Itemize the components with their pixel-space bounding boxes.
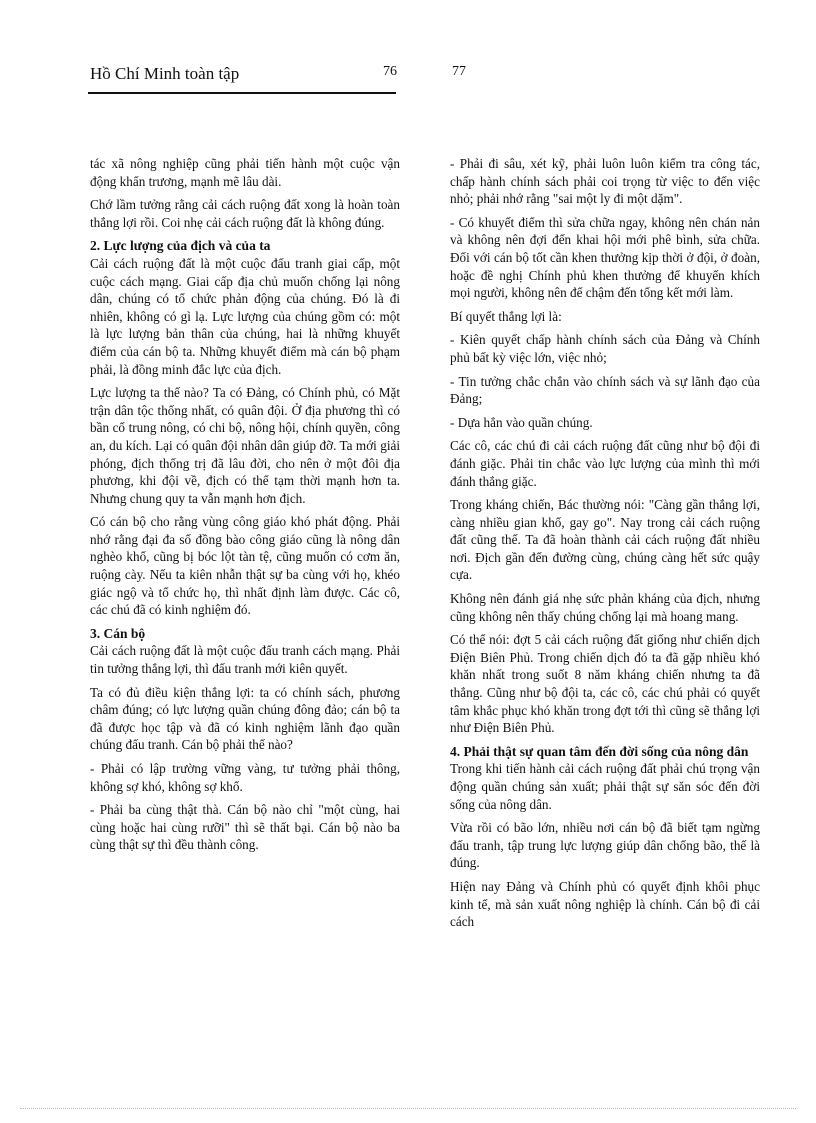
paragraph: Có cán bộ cho rằng vùng công giáo khó phát động. Phải nhớ rằng đại đa số đồng bào công giáo cũng là nông dân nghèo khổ, cũng bị bóc lột tàn tệ, cũng muốn có cơm ăn, ruộng cày. Nếu ta kiên nhẫn thật sự ba cùng với họ, khéo giác ngộ và tổ chức họ, thì nhất định làm được. Các cô, các chú đã có kinh nghiệm đó. — [90, 514, 400, 618]
paragraph: - Phải ba cùng thật thà. Cán bộ nào chỉ "một cùng, hai cùng hoặc hai cùng rưỡi" thì sẽ thất bại. Cán bộ nào ba cùng thật sự thì đều thành công. — [90, 802, 400, 853]
paragraph: - Dựa hẳn vào quần chúng. — [450, 414, 593, 430]
left-page-number: 76 — [383, 64, 397, 79]
paragraph: - Kiên quyết chấp hành chính sách của Đảng và Chính phủ bất kỳ việc lớn, việc nhỏ; — [450, 332, 760, 365]
paragraph: Trong kháng chiến, Bác thường nói: "Càng gần thắng lợi, càng nhiều gian khổ, gay go". Nay trong cải cách ruộng đất cũng thế. Ta đã hoàn thành cải cách ruộng đất nhiều nơi. Địch gần đến đường cùng, chúng càng hết sức quậy cựa. — [450, 497, 760, 583]
paragraph: Cải cách ruộng đất là một cuộc đấu tranh cách mạng. Phải tin tưởng thắng lợi, thì đấu tranh mới kiên quyết. — [90, 643, 400, 677]
section-heading: 2. Lực lượng của địch và của ta — [90, 238, 271, 254]
paragraph: - Phải đi sâu, xét kỹ, phải luôn luôn kiểm tra công tác, chấp hành chính sách phải coi trọng từ việc to đến việc nhỏ; phải nhớ rằng "sai một ly đi một dặm". — [450, 156, 760, 207]
paragraph: Bí quyết thắng lợi là: — [450, 308, 562, 324]
paragraph: - Tin tưởng chắc chắn vào chính sách và sự lãnh đạo của Đảng; — [450, 373, 760, 407]
paragraph: Hiện nay Đảng và Chính phủ có quyết định khôi phục kinh tế, mà sản xuất nông nghiệp là chính. Cán bộ đi cải cách — [450, 878, 760, 930]
page-bottom-border — [20, 1108, 796, 1109]
paragraph: tác xã nông nghiệp cũng phải tiến hành một cuộc vận động khẩn trương, mạnh mẽ lâu dài. — [90, 156, 400, 189]
section-heading: 3. Cán bộ — [90, 625, 146, 641]
paragraph: Không nên đánh giá nhẹ sức phản kháng của địch, nhưng cũng không nên thấy chúng chống lại mà hoang mang. — [450, 591, 760, 624]
section-heading: 4. Phải thật sự quan tâm đến đời sống của nông dân — [450, 743, 749, 759]
paragraph: Ta có đủ điều kiện thắng lợi: ta có chính sách, phương châm đúng; có lực lượng quần chúng đông đảo; cán bộ ta đã được học tập và đã có kinh nghiệm lãnh đạo quần chúng đấu tranh. Cán bộ phải thế nào? — [90, 684, 400, 753]
paragraph: Có thể nói: đợt 5 cải cách ruộng đất giống như chiến dịch Điện Biên Phủ. Trong chiến dịch đó ta đã gặp nhiều khó khăn nhất trong suốt 8 năm kháng chiến nhưng ta đã thắng. Cũng như bộ đội ta, các cô, các chú phải có quyết tâm khắc phục khó khăn trong đợt tới thì cũng sẽ thắng lợi như Điện Biên Phủ. — [450, 632, 760, 736]
paragraph: Chớ lầm tưởng rằng cải cách ruộng đất xong là hoàn toàn thắng lợi rồi. Coi nhẹ cải cách ruộng đất là không đúng. — [90, 197, 400, 230]
right-text-column — [450, 155, 760, 937]
paragraph: Vừa rồi có bão lớn, nhiều nơi cán bộ đã biết tạm ngừng đấu tranh, tập trung lực lượng giúp dân chống bão, thế là đúng. — [450, 820, 760, 871]
left-text-column — [90, 155, 400, 860]
header-rule — [88, 92, 396, 94]
paragraph: Trong khi tiến hành cải cách ruộng đất phải chú trọng vận động quần chúng sản xuất; phải thật sự săn sóc đến đời sống của nông dân. — [450, 761, 760, 812]
page-header-title: Hồ Chí Minh toàn tập — [90, 64, 240, 83]
paragraph: - Phải có lập trường vững vàng, tư tưởng phải thông, không sợ khó, không sợ khổ. — [90, 761, 400, 794]
paragraph: Cải cách ruộng đất là một cuộc đấu tranh giai cấp, một cuộc cách mạng. Giai cấp địa chủ muốn chống lại nông dân, chúng có tổ chức phản động của chúng. Đó là đi nhiên, không có gì lạ. Lực lượng của chúng gồm có: một là lực lượng bản thân của chúng, hai là những khuyết điểm của cán bộ ta. Những khuyết điểm mà cán bộ phạm phải, là đồng minh đắc lực của địch. — [90, 255, 400, 377]
paragraph: - Có khuyết điểm thì sửa chữa ngay, không nên chán nản và không nên đợi đến khai hội mới phê bình, sửa chữa. Đối với cán bộ tốt cần khen thưởng kịp thời ở đội, ở đoàn, hoặc đề nghị Chính phủ khen thưởng để khuyến khích mọi người, không nên để chậm đến tổng kết mới làm. — [450, 214, 760, 301]
right-page-number: 77 — [452, 64, 466, 79]
paragraph: Lực lượng ta thế nào? Ta có Đảng, có Chính phủ, có Mặt trận dân tộc thống nhất, có quân đội. Ở địa phương thì có bần cố trung nông, có chi bộ, nông hội, chính quyền, công an, du kích. Lại có quân đội nhân dân giúp đỡ. Ta mới giải phóng, địch thống trị đã lâu đời, cho nên ở một đôi địa phương, khi đội về, địch có thể tạm thời mạnh hơn ta. Nhưng chung quy ta vẫn mạnh hơn địch. — [90, 385, 400, 506]
paragraph: Các cô, các chú đi cải cách ruộng đất cũng như bộ đội đi đánh giặc. Phải tin chắc vào lực lượng của mình thì mới đánh thắng giặc. — [450, 438, 760, 489]
